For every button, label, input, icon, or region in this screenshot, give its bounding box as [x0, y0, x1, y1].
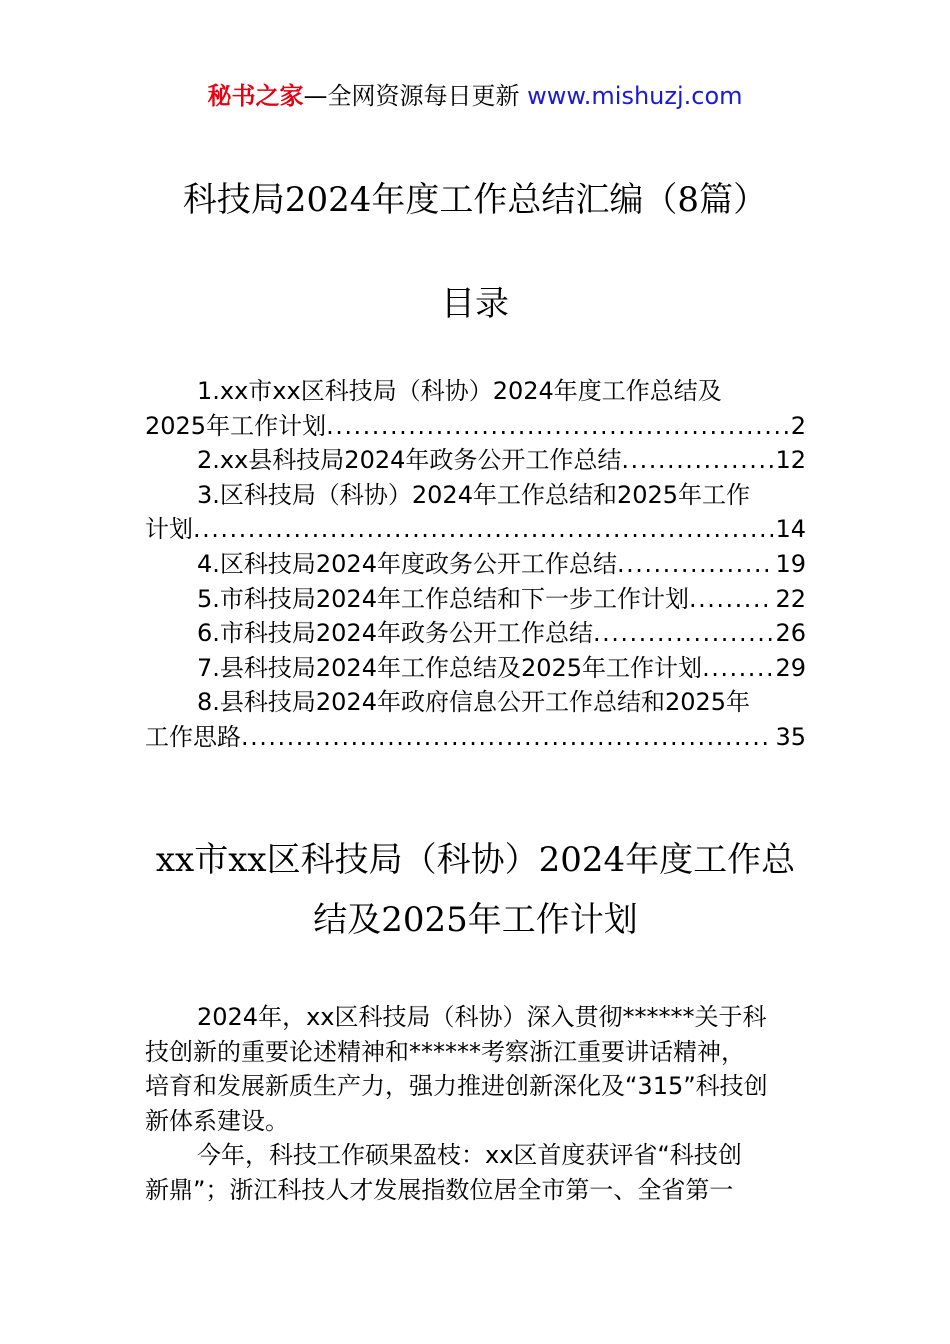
- toc-entry-text: 8.县科技局2024年政府信息公开工作总结和2025年: [197, 688, 751, 717]
- toc-entry-text: 1.xx市xx区科技局（科协）2024年度工作总结及: [197, 377, 722, 405]
- toc-page-number: 35: [775, 722, 806, 751]
- paragraph-line: 新体系建设。: [145, 1106, 289, 1135]
- banner-tagline: 全网资源每日更新: [327, 82, 520, 110]
- toc-entry[interactable]: [145, 582, 806, 617]
- paragraph-line: 今年，科技工作硕果盈枝：xx区首度获评省“科技创: [197, 1141, 742, 1170]
- toc-page-number: 22: [775, 584, 806, 613]
- toc-page-number: 29: [775, 653, 806, 682]
- site-url-link[interactable]: www.mishuzj.com: [527, 82, 743, 110]
- article-title-line: 结及2025年工作计划: [313, 900, 638, 940]
- toc-entry-text: 4.区科技局2024年度政务公开工作总结: [197, 549, 617, 578]
- toc-page-number: 26: [775, 619, 806, 648]
- toc-entry-text: 5.市科技局2024年工作总结和下一步工作计划: [197, 584, 689, 613]
- toc-leader-dots: [617, 547, 773, 582]
- toc-entry[interactable]: [145, 616, 806, 651]
- article-body: [145, 1000, 806, 1208]
- toc-heading: 目录: [441, 284, 509, 324]
- toc-leader-dots: [593, 616, 773, 651]
- paragraph-line: 培育和发展新质生产力，强力推进创新深化及“315”科技创: [145, 1072, 768, 1101]
- toc-entry[interactable]: [145, 478, 806, 547]
- toc-leader-dots: [326, 409, 789, 444]
- banner-separator: —: [303, 82, 328, 110]
- paragraph: [145, 1000, 806, 1138]
- toc-entry-text-cont: 工作思路: [145, 722, 241, 751]
- document-title: 科技局2024年度工作总结汇编（8篇）: [182, 180, 768, 220]
- article-title-line: xx市xx区科技局（科协）2024年度工作总: [155, 840, 796, 880]
- toc-page-number: 12: [775, 446, 806, 475]
- toc-leader-dots: [193, 512, 773, 547]
- toc-entry-text-cont: 2025年工作计划: [145, 411, 327, 440]
- toc-entry[interactable]: [145, 685, 806, 754]
- toc-leader-dots: [621, 443, 773, 478]
- toc-entry-text: 6.市科技局2024年政务公开工作总结: [197, 619, 593, 648]
- paragraph-line: 新鼎”；浙江科技人才发展指数位居全市第一、全省第一: [145, 1175, 734, 1204]
- toc-entry-text: 2.xx县科技局2024年政务公开工作总结: [197, 446, 622, 475]
- table-of-contents: [145, 374, 806, 755]
- article-title: [145, 830, 806, 950]
- brand-name: 秘书之家: [207, 82, 304, 110]
- toc-entry-text: 3.区科技局（科协）2024年工作总结和2025年工作: [197, 480, 751, 509]
- toc-leader-dots: [241, 720, 773, 755]
- toc-entry[interactable]: [145, 374, 806, 443]
- toc-entry[interactable]: [145, 443, 806, 478]
- paragraph-line: 技创新的重要论述精神和******考察浙江重要讲话精神，: [145, 1037, 745, 1066]
- toc-leader-dots: [689, 582, 773, 617]
- toc-entry-text-cont: 计划: [145, 515, 193, 544]
- toc-entry[interactable]: [145, 651, 806, 686]
- toc-leader-dots: [702, 651, 773, 686]
- toc-entry-text: 7.县科技局2024年工作总结及2025年工作计划: [197, 653, 703, 682]
- paragraph: [145, 1138, 806, 1207]
- toc-page-number: 14: [775, 515, 806, 544]
- paragraph-line: 2024年，xx区科技局（科协）深入贯彻******关于科: [197, 1003, 767, 1031]
- toc-page-number: 19: [775, 549, 806, 578]
- site-banner: [0, 80, 950, 112]
- toc-entry[interactable]: [145, 547, 806, 582]
- toc-page-number: 2: [790, 411, 806, 440]
